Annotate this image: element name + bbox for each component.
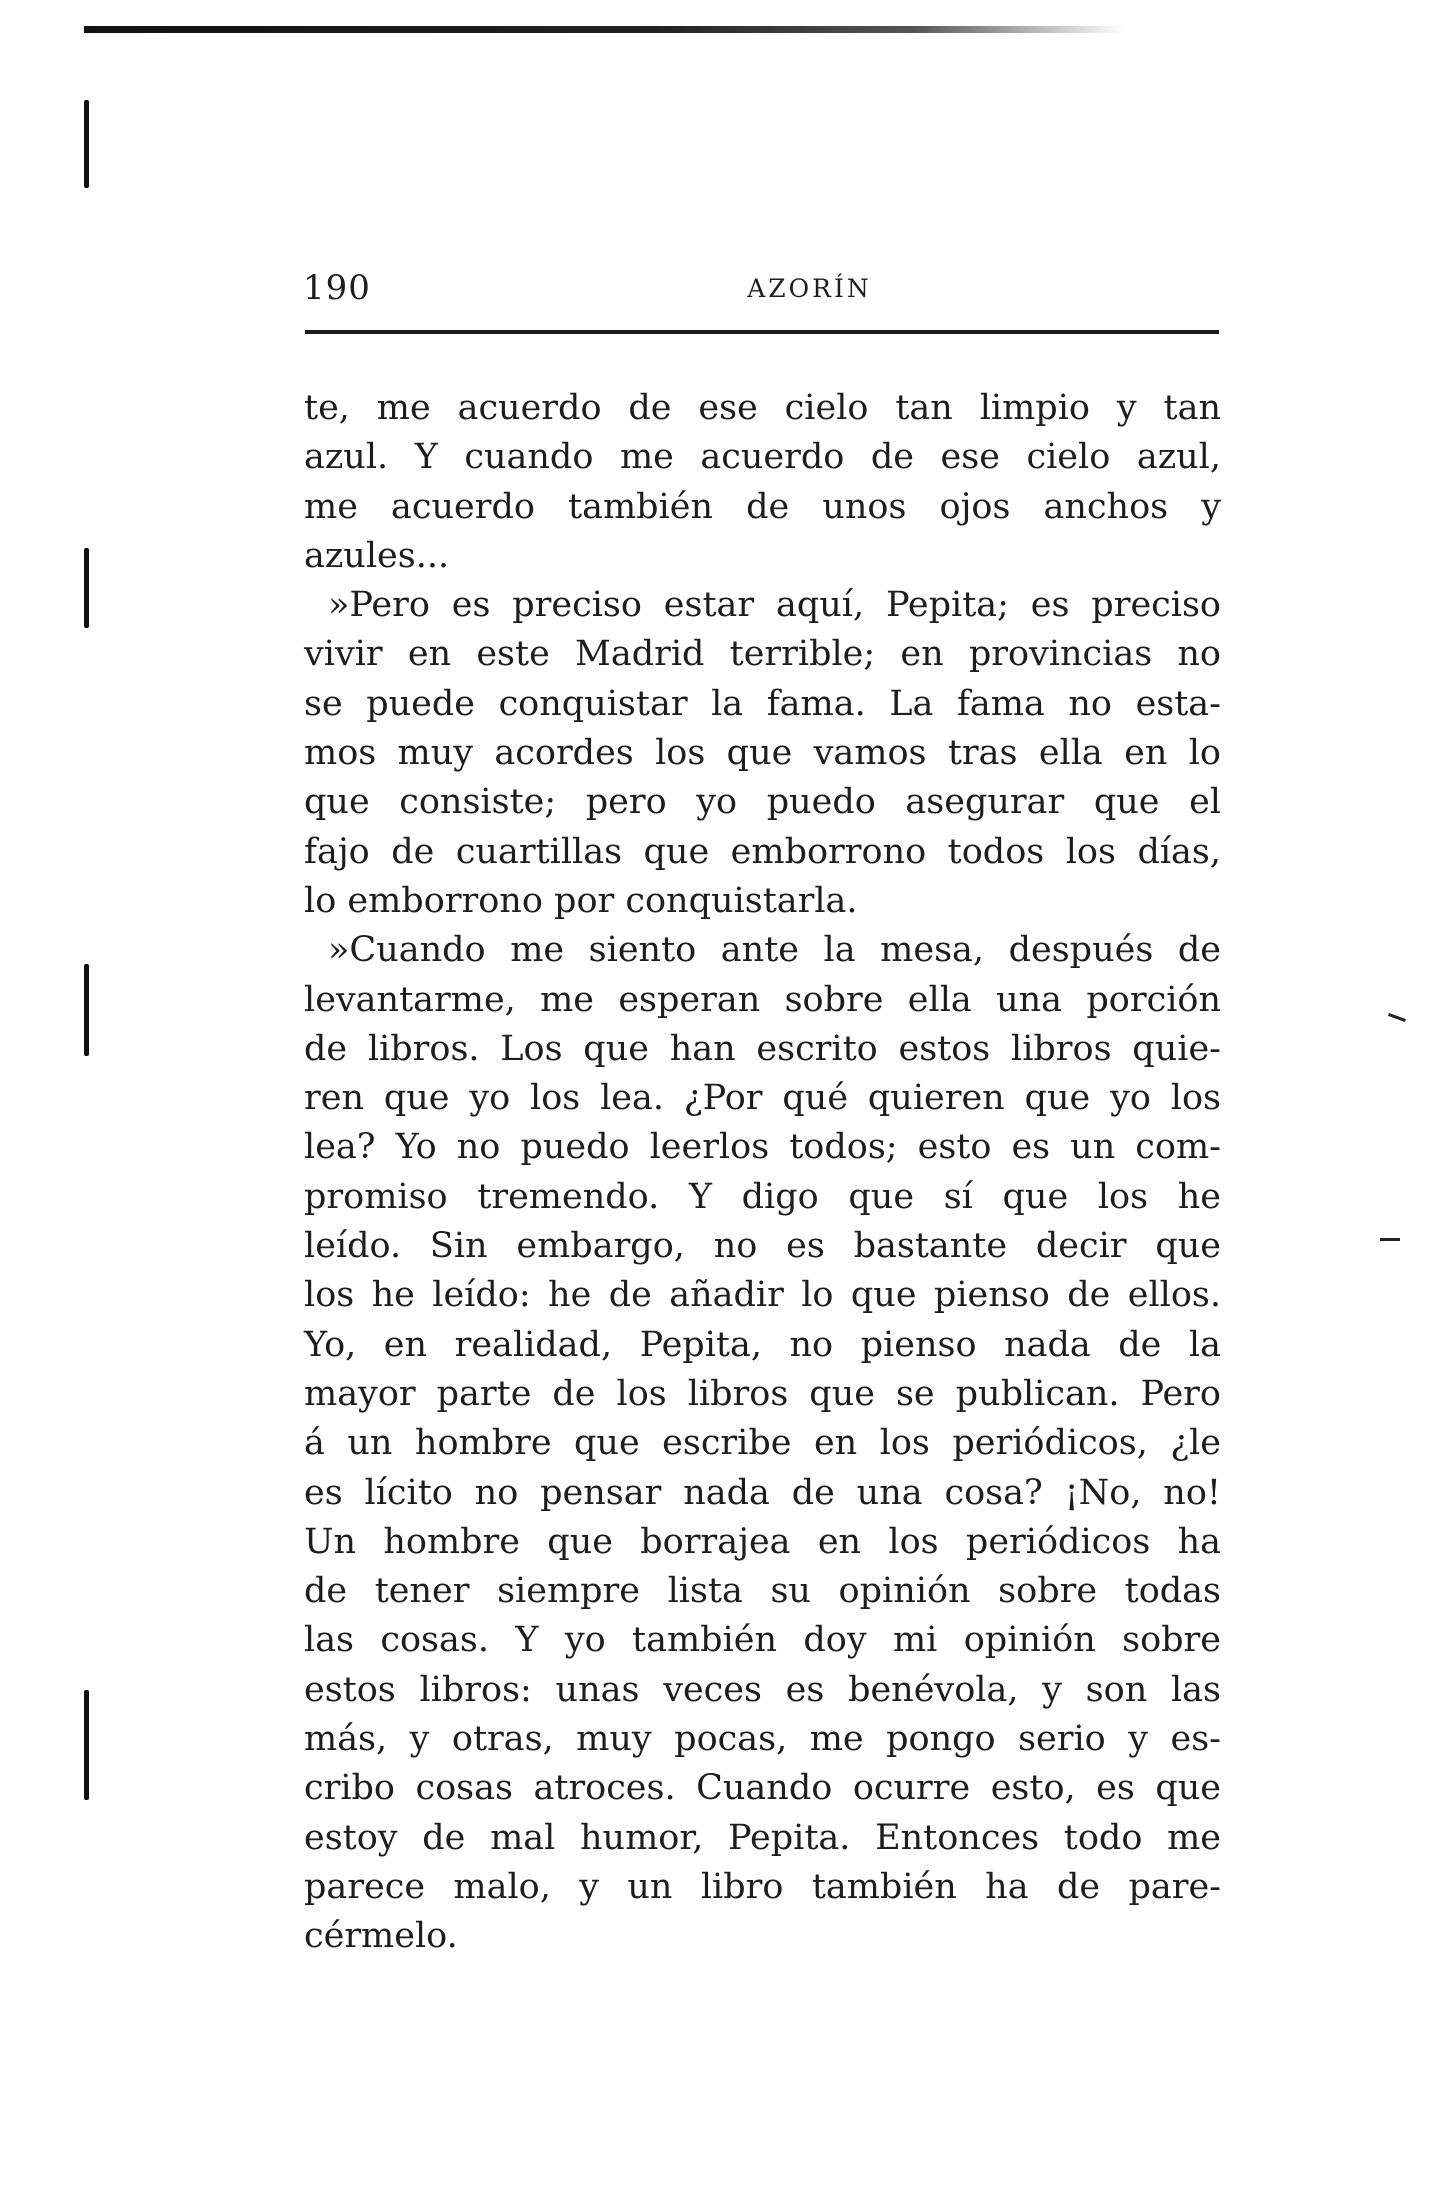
text-line: de libros. Los que han escrito estos libros quie-	[304, 1028, 1221, 1069]
text-line: vivir en este Madrid terrible; en provincias no	[304, 634, 1221, 675]
scan-side-tick	[1388, 1013, 1406, 1022]
text-line: cérmelo.	[304, 1916, 458, 1957]
scan-edge-mark	[84, 964, 89, 1056]
text-line: te, me acuerdo de ese cielo tan limpio y tan	[304, 388, 1221, 428]
text-line: »Cuando me siento ante la mesa, después de	[328, 930, 1221, 971]
text-line: se puede conquistar la fama. La fama no esta-	[304, 683, 1221, 724]
running-title: AZORÍN	[747, 274, 872, 303]
header-rule	[305, 330, 1219, 334]
text-line: lo emborrono por conquistarla.	[304, 880, 858, 921]
text-line: á un hombre que escribe en los periódicos, ¿le	[304, 1423, 1221, 1464]
text-line: es lícito no pensar nada de una cosa? ¡No, no!	[304, 1472, 1221, 1513]
scan-edge-mark	[84, 100, 89, 188]
text-line: fajo de cuartillas que emborrono todos los días,	[304, 831, 1221, 872]
page-number: 190	[303, 268, 371, 308]
text-line: ren que yo los lea. ¿Por qué quieren que yo los	[304, 1078, 1221, 1119]
text-line: mos muy acordes los que vamos tras ella en lo	[304, 733, 1221, 774]
text-line: »Pero es preciso estar aquí, Pepita; es preciso	[328, 585, 1221, 626]
scan-edge-mark	[84, 1690, 89, 1800]
text-line: promiso tremendo. Y digo que sí que los he	[304, 1176, 1221, 1217]
text-line: me acuerdo también de unos ojos anchos y	[304, 486, 1221, 527]
text-line: levantarme, me esperan sobre ella una porción	[304, 979, 1221, 1020]
text-line: que consiste; pero yo puedo asegurar que el	[304, 782, 1221, 823]
text-line: las cosas. Y yo también doy mi opinión sobre	[304, 1620, 1221, 1661]
scan-edge-mark	[84, 548, 89, 628]
text-line: parece malo, y un libro también ha de pare-	[304, 1866, 1221, 1907]
text-line: más, y otras, muy pocas, me pongo serio y es-	[304, 1719, 1221, 1760]
text-line: estos libros: unas veces es benévola, y son las	[304, 1669, 1221, 1710]
scan-top-rule	[84, 26, 1124, 33]
scan-side-tick	[1380, 1238, 1400, 1241]
text-line: cribo cosas atroces. Cuando ocurre esto, es que	[304, 1768, 1221, 1809]
text-line: los he leído: he de añadir lo que pienso de ellos.	[304, 1275, 1221, 1316]
text-line: mayor parte de los libros que se publican. Pero	[304, 1373, 1221, 1414]
text-line: leído. Sin embargo, no es bastante decir que	[304, 1226, 1221, 1267]
text-line: Yo, en realidad, Pepita, no pienso nada de la	[304, 1324, 1221, 1365]
text-line: Un hombre que borrajea en los periódicos ha	[304, 1521, 1221, 1562]
text-line: lea? Yo no puedo leerlos todos; esto es un com-	[304, 1127, 1221, 1168]
text-line: azules...	[304, 535, 450, 576]
text-line: estoy de mal humor, Pepita. Entonces todo me	[304, 1817, 1221, 1858]
running-header	[303, 268, 1220, 328]
text-line: azul. Y cuando me acuerdo de ese cielo azul,	[304, 437, 1221, 478]
body-text	[304, 384, 1221, 1962]
text-line: de tener siempre lista su opinión sobre todas	[304, 1571, 1221, 1612]
